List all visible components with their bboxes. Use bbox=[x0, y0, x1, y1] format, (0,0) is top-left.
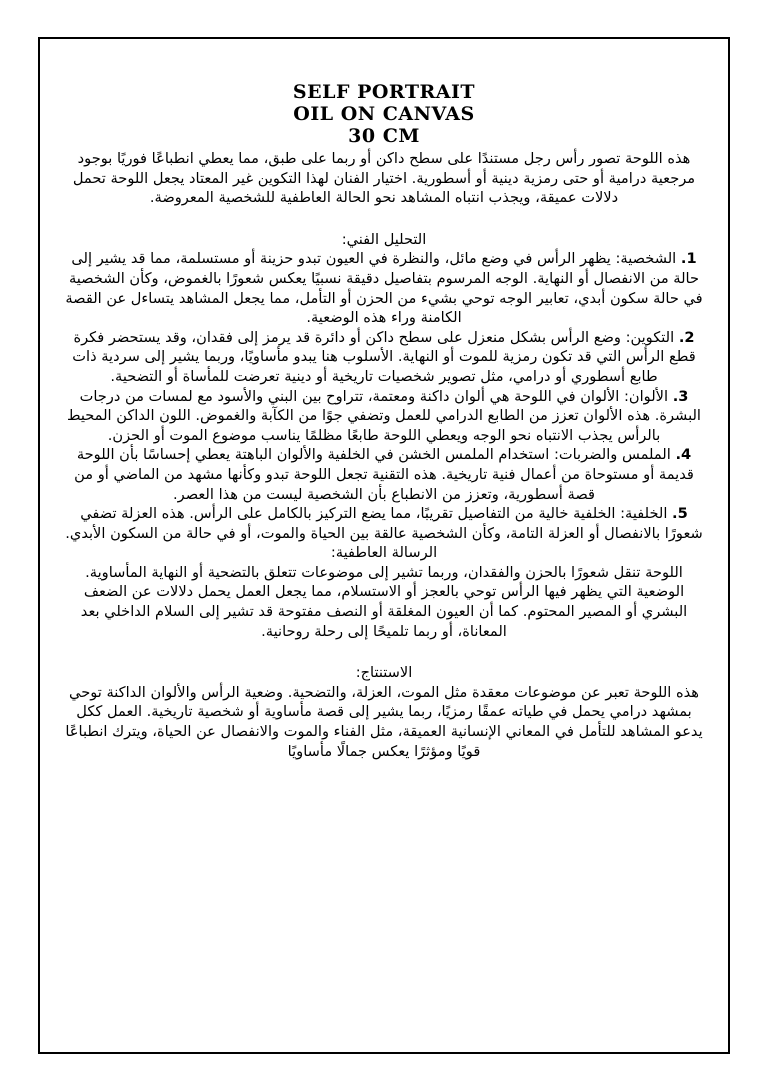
analysis-list bbox=[60, 249, 708, 543]
item-label: الشخصية: bbox=[615, 250, 677, 268]
analysis-heading: التحليل الفني: bbox=[341, 230, 427, 248]
analysis-item-4 bbox=[60, 445, 708, 504]
analysis-item-3 bbox=[60, 387, 708, 446]
item-label: الملمس والضربات: bbox=[553, 446, 671, 464]
title-line-2: OIL ON CANVAS bbox=[293, 103, 475, 125]
conclusion-heading: الاستنتاج: bbox=[355, 664, 413, 682]
title-line-1: SELF PORTRAIT bbox=[292, 81, 476, 103]
document-body bbox=[60, 149, 708, 761]
item-text: يظهر الرأس في وضع مائل، والنظرة في العيون تبدو حزينة أو مستسلمة، مما قد يشير إلى حالة من الانفصال أو النهاية. الوجه المرسوم بتفاصيل دقيقة نسبيًا يعكس شعورًا بالغموض، وكأن الشخصية في حالة سكون أبدي، تعابير الوجه توحي بشيء من الحزن أو التأمل، مما يجعل المشاهد يتساءل عن القصة الكامنة وراء هذه الوضعية. bbox=[65, 250, 703, 327]
item-text: استخدام الملمس الخشن في الخلفية والألوان الباهتة يعطي إحساسًا بأن اللوحة قديمة أو مستوحاة من أعمال فنية تاريخية. هذه التقنية تجعل اللوحة تبدو وكأنها مشهد من الماضي أو من قصة أسطورية، وتعزز من الانطباع بأن الشخصية ليست من هذا العصر. bbox=[74, 446, 694, 503]
item-label: التكوين: bbox=[625, 328, 675, 346]
item-label: الألوان: bbox=[623, 387, 669, 405]
analysis-item-1 bbox=[60, 249, 708, 327]
item-text: الألوان في اللوحة هي ألوان داكنة ومعتمة، تتراوح بين البني والأسود مع لمسات من درجات البشرة. هذه الألوان تعزز من الطابع الدرامي للعمل وتضفي جوًا من الكآبة والغموض. اللون الداكن المحيط بالرأس يجذب الانتباه نحو الوجه ويعطي اللوحة طابعًا مظلمًا يناسب موضوع الموت أو الحزن. bbox=[67, 387, 701, 444]
analysis-item-5 bbox=[60, 504, 708, 543]
emotion-heading: الرسالة العاطفية: bbox=[330, 544, 438, 562]
item-number: 4. bbox=[675, 446, 692, 464]
intro-paragraph: هذه اللوحة تصور رأس رجل مستندًا على سطح داكن أو ربما على طبق، مما يعطي انطباعًا فوريًا بوجود مرجعية درامية أو حتى رمزية دينية أو أسطورية. اختيار الفنان لهذا التكوين غير المعتاد يجعل اللوحة تحمل دلالات عميقة، ويجذب انتباه المشاهد نحو الحالة العاطفية للشخصية المعروضة. bbox=[72, 150, 696, 207]
page-border bbox=[38, 37, 730, 1054]
item-text: وضع الرأس بشكل منعزل على سطح داكن أو دائرة قد يرمز إلى فقدان، وقد يستحضر فكرة قطع الرأس التي قد تكون رمزية للموت أو النهاية. الأسلوب هنا يبدو مأساويًا، وربما يشير إلى سردية ذات طابع أسطوري أو درامي، مثل تصوير شخصيات تاريخية أو دينية تعرضت للمأساة أو التضحية. bbox=[72, 328, 696, 385]
item-number: 3. bbox=[672, 387, 689, 405]
title-line-3: 30 CM bbox=[348, 125, 420, 147]
analysis-item-2 bbox=[60, 328, 708, 387]
emotion-paragraph: اللوحة تنقل شعورًا بالحزن والفقدان، وربما تشير إلى موضوعات تتعلق بالتضحية أو النهاية المأساوية. الوضعية التي يظهر فيها الرأس توحي بالعجز أو الاستسلام، مما يجعل العمل يحمل دلالات عن الضعف البشري أو المصير المحتوم. كما أن العيون المغلقة أو النصف مفتوحة قد تشير إلى السلام الداخلي بعد المعاناة، أو ربما تلميحًا إلى رحلة روحانية. bbox=[80, 563, 688, 640]
item-number: 5. bbox=[672, 505, 688, 523]
item-label: الخلفية: bbox=[620, 505, 668, 523]
title-block bbox=[40, 81, 728, 147]
item-text: الخلفية خالية من التفاصيل تقريبًا، مما يضع التركيز بالكامل على الرأس. هذه العزلة تضفي شعورًا بالانفصال أو العزلة التامة، وكأن الشخصية عالقة بين الحياة والموت، أو في حالة من السكون الأبدي. bbox=[65, 505, 703, 542]
item-number: 1. bbox=[680, 250, 697, 268]
conclusion-paragraph: هذه اللوحة تعبر عن موضوعات معقدة مثل الموت، العزلة، والتضحية. وضعية الرأس والألوان الداكنة توحي بمشهد درامي يحمل في طياته عمقًا رمزيًا، ربما يشير إلى قصة مأساوية أو شخصية تاريخية. العمل ككل يدعو المشاهد للتأمل في المعاني الإنسانية العميقة، مثل الفناء والموت والانفصال عن الحياة، ويترك انطباعًا قويًا ومؤثرًا يعكس جمالًا مأساويًا bbox=[65, 683, 703, 760]
item-number: 2. bbox=[678, 328, 695, 346]
